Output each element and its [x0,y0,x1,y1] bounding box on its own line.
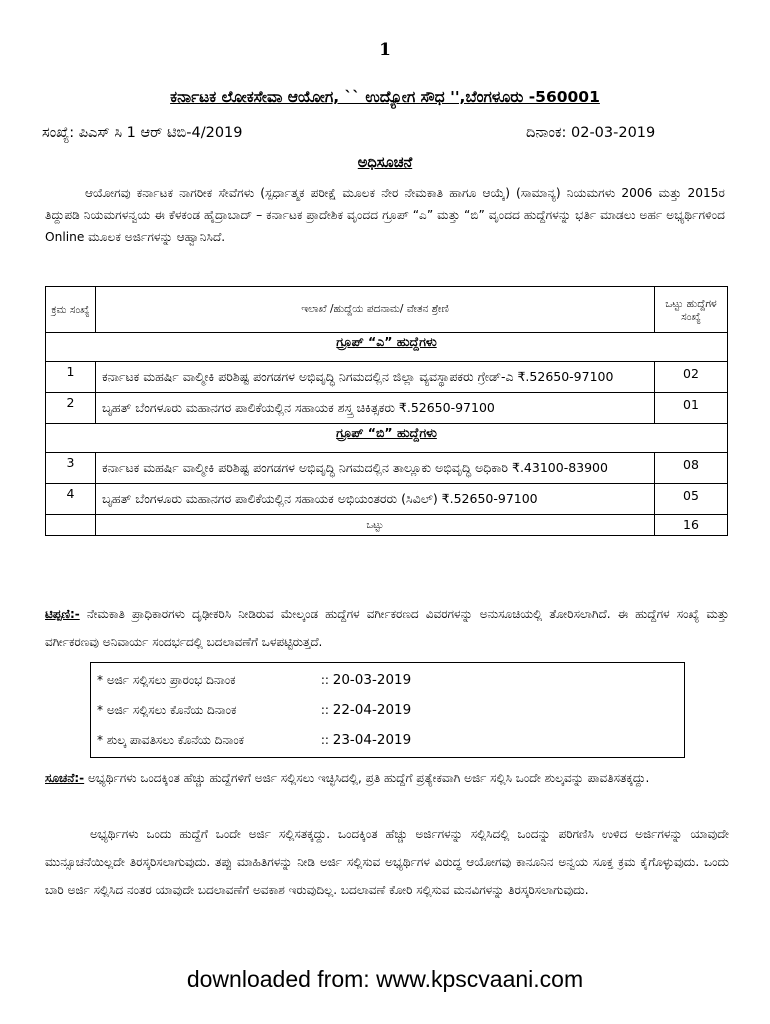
date-row-fee [97,732,411,748]
instruction-paragraph [45,764,729,792]
row-sl: 3 [46,453,96,484]
header-sl: ಕ್ರಮ ಸಂಖ್ಯೆ [46,287,96,333]
row-count: 08 [655,453,728,484]
intro-paragraph: ಆಯೋಗವು ಕರ್ನಾಟಕ ನಾಗರೀಕ ಸೇವೆಗಳು (ಸ್ಪರ್ಧಾತ್ಮಕ ಪರೀಕ್ಷೆ ಮೂಲಕ ನೇರ ನೇಮಕಾತಿ ಹಾಗೂ ಆಯ್ಕೆ) (ಸಾಮಾನ್ಯ) ನಿಯಮಗಳು 2006 ಮತ್ತು 2015ರ ತಿದ್ದುಪಡಿ ನಿಯಮಗಳನ್ವಯ ಈ ಕೆಳಕಂಡ ಹೈದ್ರಾಬಾದ್ – ಕರ್ನಾಟಕ ಪ್ರಾದೇಶಿಕ ವೃಂದದ ಗ್ರೂಪ್ “ಎ” ಮತ್ತು “ಬಿ” ವೃಂದದ ಹುದ್ದೆಗಳನ್ನು ಭರ್ತಿ ಮಾಡಲು ಅರ್ಹ ಅಭ್ಯರ್ಥಿಗಳಿಂದ Online ಮೂಲಕ ಅರ್ಜಿಗಳನ್ನು ಆಹ್ವಾನಿಸಿದೆ. [45,186,725,244]
table-row [46,362,728,393]
date-row-start [97,672,411,688]
row-count: 01 [655,393,728,424]
date-label: * ಅರ್ಜಿ ಸಲ್ಲಿಸಲು ಪ್ರಾರಂಭ ದಿನಾಂಕ [97,673,236,687]
group-b-row [46,424,728,453]
group-a-row [46,333,728,362]
header-count: ಒಟ್ಟು ಹುದ್ದೆಗಳ ಸಂಖ್ಯೆ [655,287,728,333]
date-value: 22-04-2019 [332,702,412,718]
note-label: ಟಿಪ್ಪಣಿ:- [45,607,80,621]
row-sl: 2 [46,393,96,424]
row-sl: 4 [46,484,96,515]
row-count: 02 [655,362,728,393]
important-dates-box [90,662,685,758]
group-a-label: ಗ್ರೂಪ್ “ಎ” ಹುದ್ದೆಗಳು [336,334,437,349]
instruction-paragraph-2: ಅಭ್ಯರ್ಥಿಗಳು ಒಂದು ಹುದ್ದೆಗೆ ಒಂದೇ ಅರ್ಜಿ ಸಲ್ಲಿಸತಕ್ಕದ್ದು. ಒಂದಕ್ಕಿಂತ ಹೆಚ್ಚು ಅರ್ಜಿಗಳನ್ನು ಸಲ್ಲಿಸಿದಲ್ಲಿ ಒಂದನ್ನು ಪರಿಗಣಿಸಿ ಉಳಿದ ಅರ್ಜಿಗಳನ್ನು ಯಾವುದೇ ಮುನ್ಸೂಚನೆಯಿಲ್ಲದೇ ತಿರಸ್ಕರಿಸಲಾಗುವುದು. ತಪ್ಪು ಮಾಹಿತಿಗಳನ್ನು ನೀಡಿ ಅರ್ಜಿ ಸಲ್ಲಿಸುವ ಅಭ್ಯರ್ಥಿಗಳ ವಿರುದ್ಧ ಆಯೋಗವು ಕಾನೂನಿನ ಅನ್ವಯ ಸೂಕ್ತ ಕ್ರಮ ಕೈಗೊಳ್ಳುವುದು. ಒಂದು ಬಾರಿ ಅರ್ಜಿ ಸಲ್ಲಿಸಿದ ನಂತರ ಯಾವುದೇ ಬದಲಾವಣೆಗೆ ಅವಕಾಶ ಇರುವುದಿಲ್ಲ. ಬದಲಾವಣೆ ಕೋರಿ ಸಲ್ಲಿಸುವ ಮನವಿಗಳನ್ನು ತಿರಸ್ಕರಿಸಲಾಗುವುದು. [45,827,729,897]
commission-heading: ಕರ್ನಾಟಕ ಲೋಕಸೇವಾ ಆಯೋಗ, `` ಉದ್ಯೋಗ ಸೌಧ '',ಬೆಂಗಳೂರು -560001 [170,88,600,106]
instruction-label: ಸೂಚನೆ:- [45,771,85,785]
row-description: ಕರ್ನಾಟಕ ಮಹರ್ಷಿ ವಾಲ್ಮೀಕಿ ಪರಿಶಿಷ್ಟ ಪಂಗಡಗಳ ಅಭಿವೃದ್ಧಿ ನಿಗಮದಲ್ಲಿನ ತಾಲ್ಲೂಕು ಅಭಿವೃದ್ಧಿ ಅಧಿಕಾರಿ ₹.43100-83900 [96,453,655,484]
notification-date: ದಿನಾಂಕ: 02-03-2019 [526,125,656,141]
header-description: ಇಲಾಖೆ /ಹುದ್ದೆಯ ಪದನಾಮ/ ವೇತನ ಶ್ರೇಣಿ [96,287,655,333]
row-description: ಕರ್ನಾಟಕ ಮಹರ್ಷಿ ವಾಲ್ಮೀಕಿ ಪರಿಶಿಷ್ಟ ಪಂಗಡಗಳ ಅಭಿವೃದ್ಧಿ ನಿಗಮದಲ್ಲಿನ ಜಿಲ್ಲಾ ವ್ಯವಸ್ಥಾಪಕರು ಗ್ರೇಡ್-ಎ ₹.52650-97100 [96,362,655,393]
total-count: 16 [655,515,728,536]
date-separator: :: [320,733,329,747]
page-number: 1 [379,40,391,60]
row-description: ಬೃಹತ್ ಬೆಂಗಳೂರು ಮಹಾನಗರ ಪಾಲಿಕೆಯಲ್ಲಿನ ಸಹಾಯಕ ಅಭಿಯಂತರರು (ಸಿವಿಲ್) ₹.52650-97100 [96,484,655,515]
date-label: * ಶುಲ್ಕ ಪಾವತಿಸಲು ಕೊನೆಯ ದಿನಾಂಕ [97,733,245,747]
total-label: ಒಟ್ಟು [96,515,655,536]
date-value: 23-04-2019 [332,732,412,748]
reference-number: ಸಂಖ್ಯೆ: ಪಿಎಸ್ ಸಿ 1 ಆರ್ ಟಿಬಿ-4/2019 [42,125,243,141]
table-row [46,453,728,484]
date-value: 20-03-2019 [332,672,412,688]
row-sl: 1 [46,362,96,393]
download-source-footer: downloaded from: www.kpscvaani.com [186,966,584,992]
date-separator: :: [320,673,329,687]
table-row [46,393,728,424]
total-row [46,515,728,536]
instruction-text: ಅಭ್ಯರ್ಥಿಗಳು ಒಂದಕ್ಕಿಂತ ಹೆಚ್ಚು ಹುದ್ದೆಗಳಿಗೆ ಅರ್ಜಿ ಸಲ್ಲಿಸಲು ಇಚ್ಛಿಸಿದಲ್ಲಿ, ಪ್ರತಿ ಹುದ್ದೆಗೆ ಪ್ರತ್ಯೇಕವಾಗಿ ಅರ್ಜಿ ಸಲ್ಲಿಸಿ ಒಂದೇ ಶುಲ್ಕವನ್ನು ಪಾವತಿಸತಕ್ಕದ್ದು. [84,771,650,785]
date-label: * ಅರ್ಜಿ ಸಲ್ಲಿಸಲು ಕೊನೆಯ ದಿನಾಂಕ [97,703,237,717]
group-b-label: ಗ್ರೂಪ್ “ಬಿ” ಹುದ್ದೆಗಳು [336,425,437,440]
note-text: ನೇಮಕಾತಿ ಪ್ರಾಧಿಕಾರಗಳು ದೃಢೀಕರಿಸಿ ನೀಡಿರುವ ಮೇಲ್ಕಂಡ ಹುದ್ದೆಗಳ ವರ್ಗೀಕರಣದ ವಿವರಗಳನ್ನು ಅನುಸೂಚಿಯಲ್ಲಿ ತೋರಿಸಲಾಗಿದೆ. ಈ ಹುದ್ದೆಗಳ ಸಂಖ್ಯೆ ಮತ್ತು ವರ್ಗೀಕರಣವು ಅನಿವಾರ್ಯ ಸಂದರ್ಭದಲ್ಲಿ ಬದಲಾವಣೆಗೆ ಒಳಪಟ್ಟಿರುತ್ತದೆ. [45,607,729,649]
table-header-row [46,287,728,333]
posts-table [45,286,728,536]
document-title: ಅಧಿಸೂಚನೆ [357,155,413,171]
date-separator: :: [320,703,329,717]
date-row-end [97,702,411,718]
row-count: 05 [655,484,728,515]
row-description: ಬೃಹತ್ ಬೆಂಗಳೂರು ಮಹಾನಗರ ಪಾಲಿಕೆಯಲ್ಲಿನ ಸಹಾಯಕ ಶಸ್ತ್ರ ಚಿಕಿತ್ಸಕರು ₹.52650-97100 [96,393,655,424]
note-paragraph [45,600,729,656]
table-row [46,484,728,515]
